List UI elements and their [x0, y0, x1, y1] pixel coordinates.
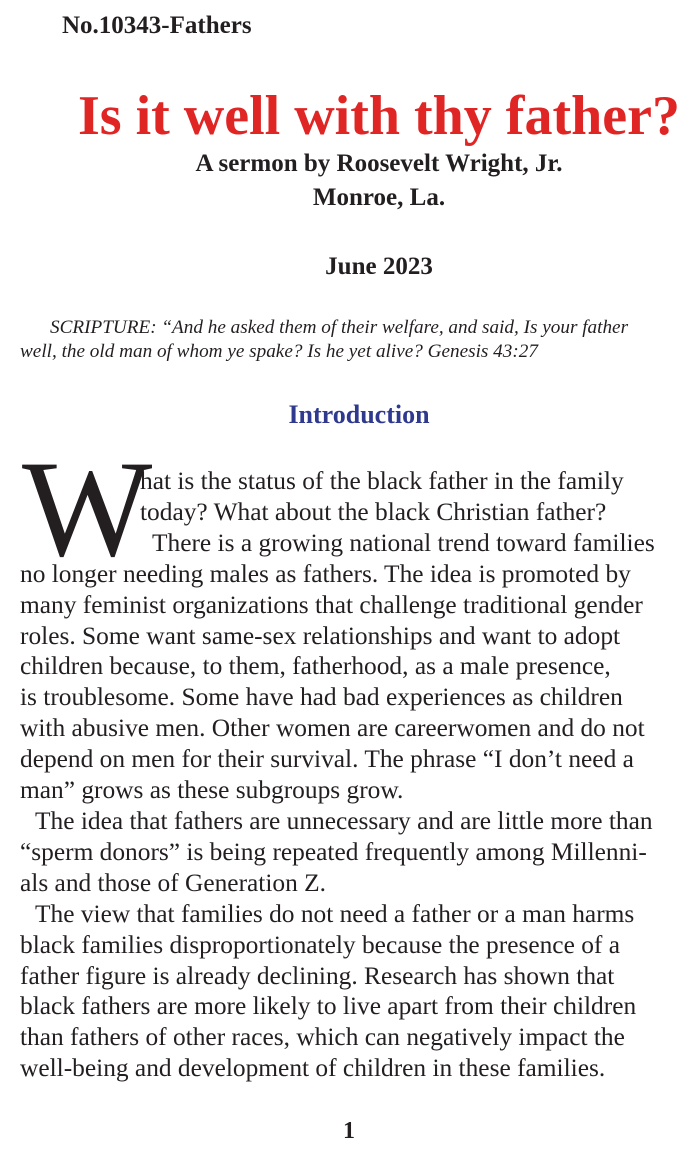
sermon-title: Is it well with thy father? [78, 85, 680, 147]
body-line: children because, to them, fatherhood, as a male presence, [20, 652, 611, 681]
scripture-quote [20, 316, 698, 364]
document-number: No.10343-Fathers [62, 12, 252, 39]
scripture-line: well, the old man of whom ye spake? Is he yet alive? Genesis 43:27 [20, 341, 538, 362]
body-line: als and those of Generation Z. [20, 868, 327, 897]
body-line: man” grows as these subgroups grow. [20, 776, 404, 805]
body-line: many feminist organizations that challenge traditional gender [20, 590, 643, 619]
page-number: 1 [343, 1118, 355, 1144]
author-byline: A sermon by Roosevelt Wright, Jr. [195, 150, 563, 177]
body-line: The view that families do not need a father or a man harms [35, 899, 635, 928]
body-line: is troublesome. Some have had bad experiences as children [20, 683, 623, 712]
body-line: with abusive men. Other women are careerwomen and do not [20, 714, 645, 743]
body-line: “sperm donors” is being repeated frequently among Millenni- [20, 837, 647, 866]
body-line: well-being and development of children in these families. [20, 1054, 606, 1083]
body-line: The idea that fathers are unnecessary and are little more than [35, 806, 653, 835]
drop-cap: W [22, 432, 153, 585]
body-line: There is a growing national trend toward families [152, 528, 655, 557]
body-line: depend on men for their survival. The phrase “I don’t need a [20, 745, 634, 774]
section-heading: Introduction [288, 400, 430, 429]
body-line: today? What about the black Christian father? [140, 497, 607, 526]
body-line: black fathers are more likely to live apart from their children [20, 992, 637, 1021]
sermon-date: June 2023 [325, 253, 433, 280]
scripture-line: SCRIPTURE: “And he asked them of their welfare, and said, Is your father [50, 317, 629, 338]
body-line: no longer needing males as fathers. The idea is promoted by [20, 559, 631, 588]
body-line: black families disproportionately because the presence of a [20, 930, 620, 959]
author-location: Monroe, La. [312, 184, 446, 211]
body-line: than fathers of other races, which can negatively impact the [20, 1023, 625, 1052]
body-line: hat is the status of the black father in the family [140, 467, 624, 495]
body-line: roles. Some want same-sex relationships and want to adopt [20, 621, 621, 650]
body-line: father figure is already declining. Research has shown that [20, 961, 615, 990]
body-text [20, 466, 695, 1084]
